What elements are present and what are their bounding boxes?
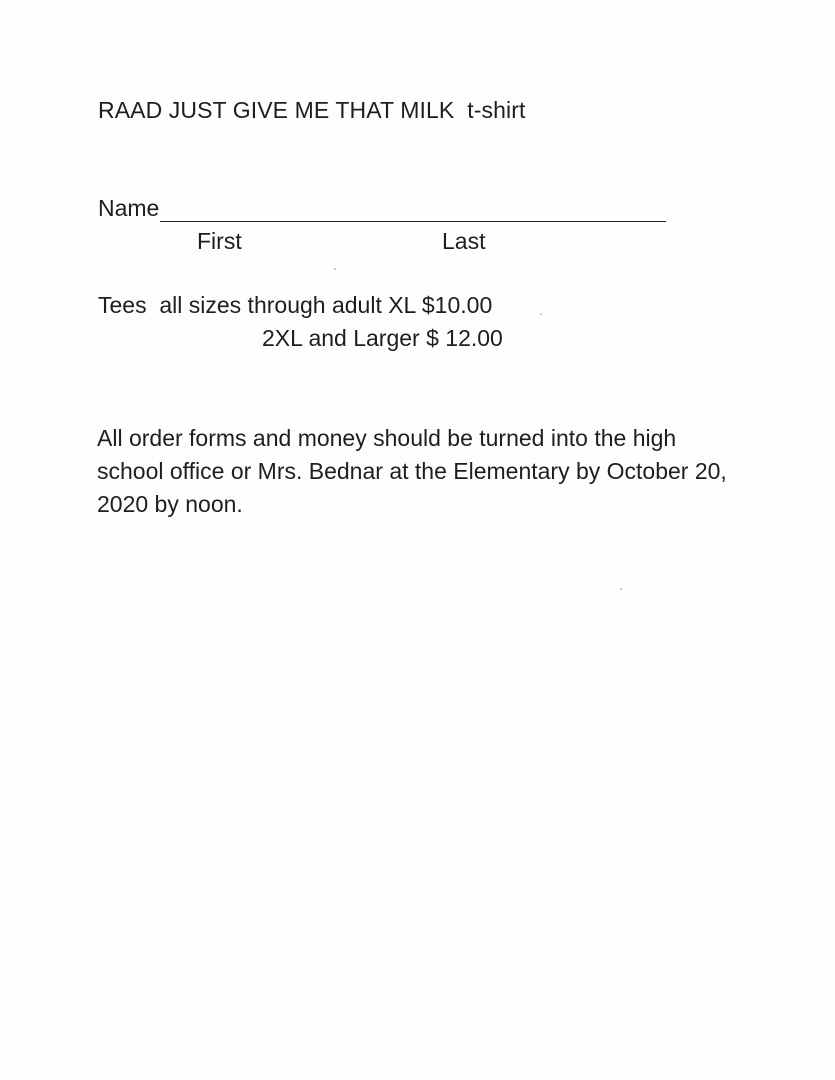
scan-speck — [540, 313, 542, 315]
form-title: RAAD JUST GIVE ME THAT MILK t-shirt — [98, 97, 526, 123]
name-label: Name — [98, 195, 160, 221]
scan-speck — [334, 268, 336, 270]
first-name-label: First — [197, 228, 242, 254]
price-line-large: 2XL and Larger $ 12.00 — [262, 325, 503, 351]
name-field-row — [98, 195, 666, 222]
last-name-label: Last — [442, 228, 486, 254]
scan-speck — [620, 588, 622, 590]
name-blank-line — [160, 198, 666, 222]
instructions-paragraph: All order forms and money should be turned into the high school office or Mrs. Bednar at the Elementary by October 20, 2020 by noon. — [97, 425, 727, 517]
price-line-standard: Tees all sizes through adult XL $10.00 — [98, 292, 493, 318]
